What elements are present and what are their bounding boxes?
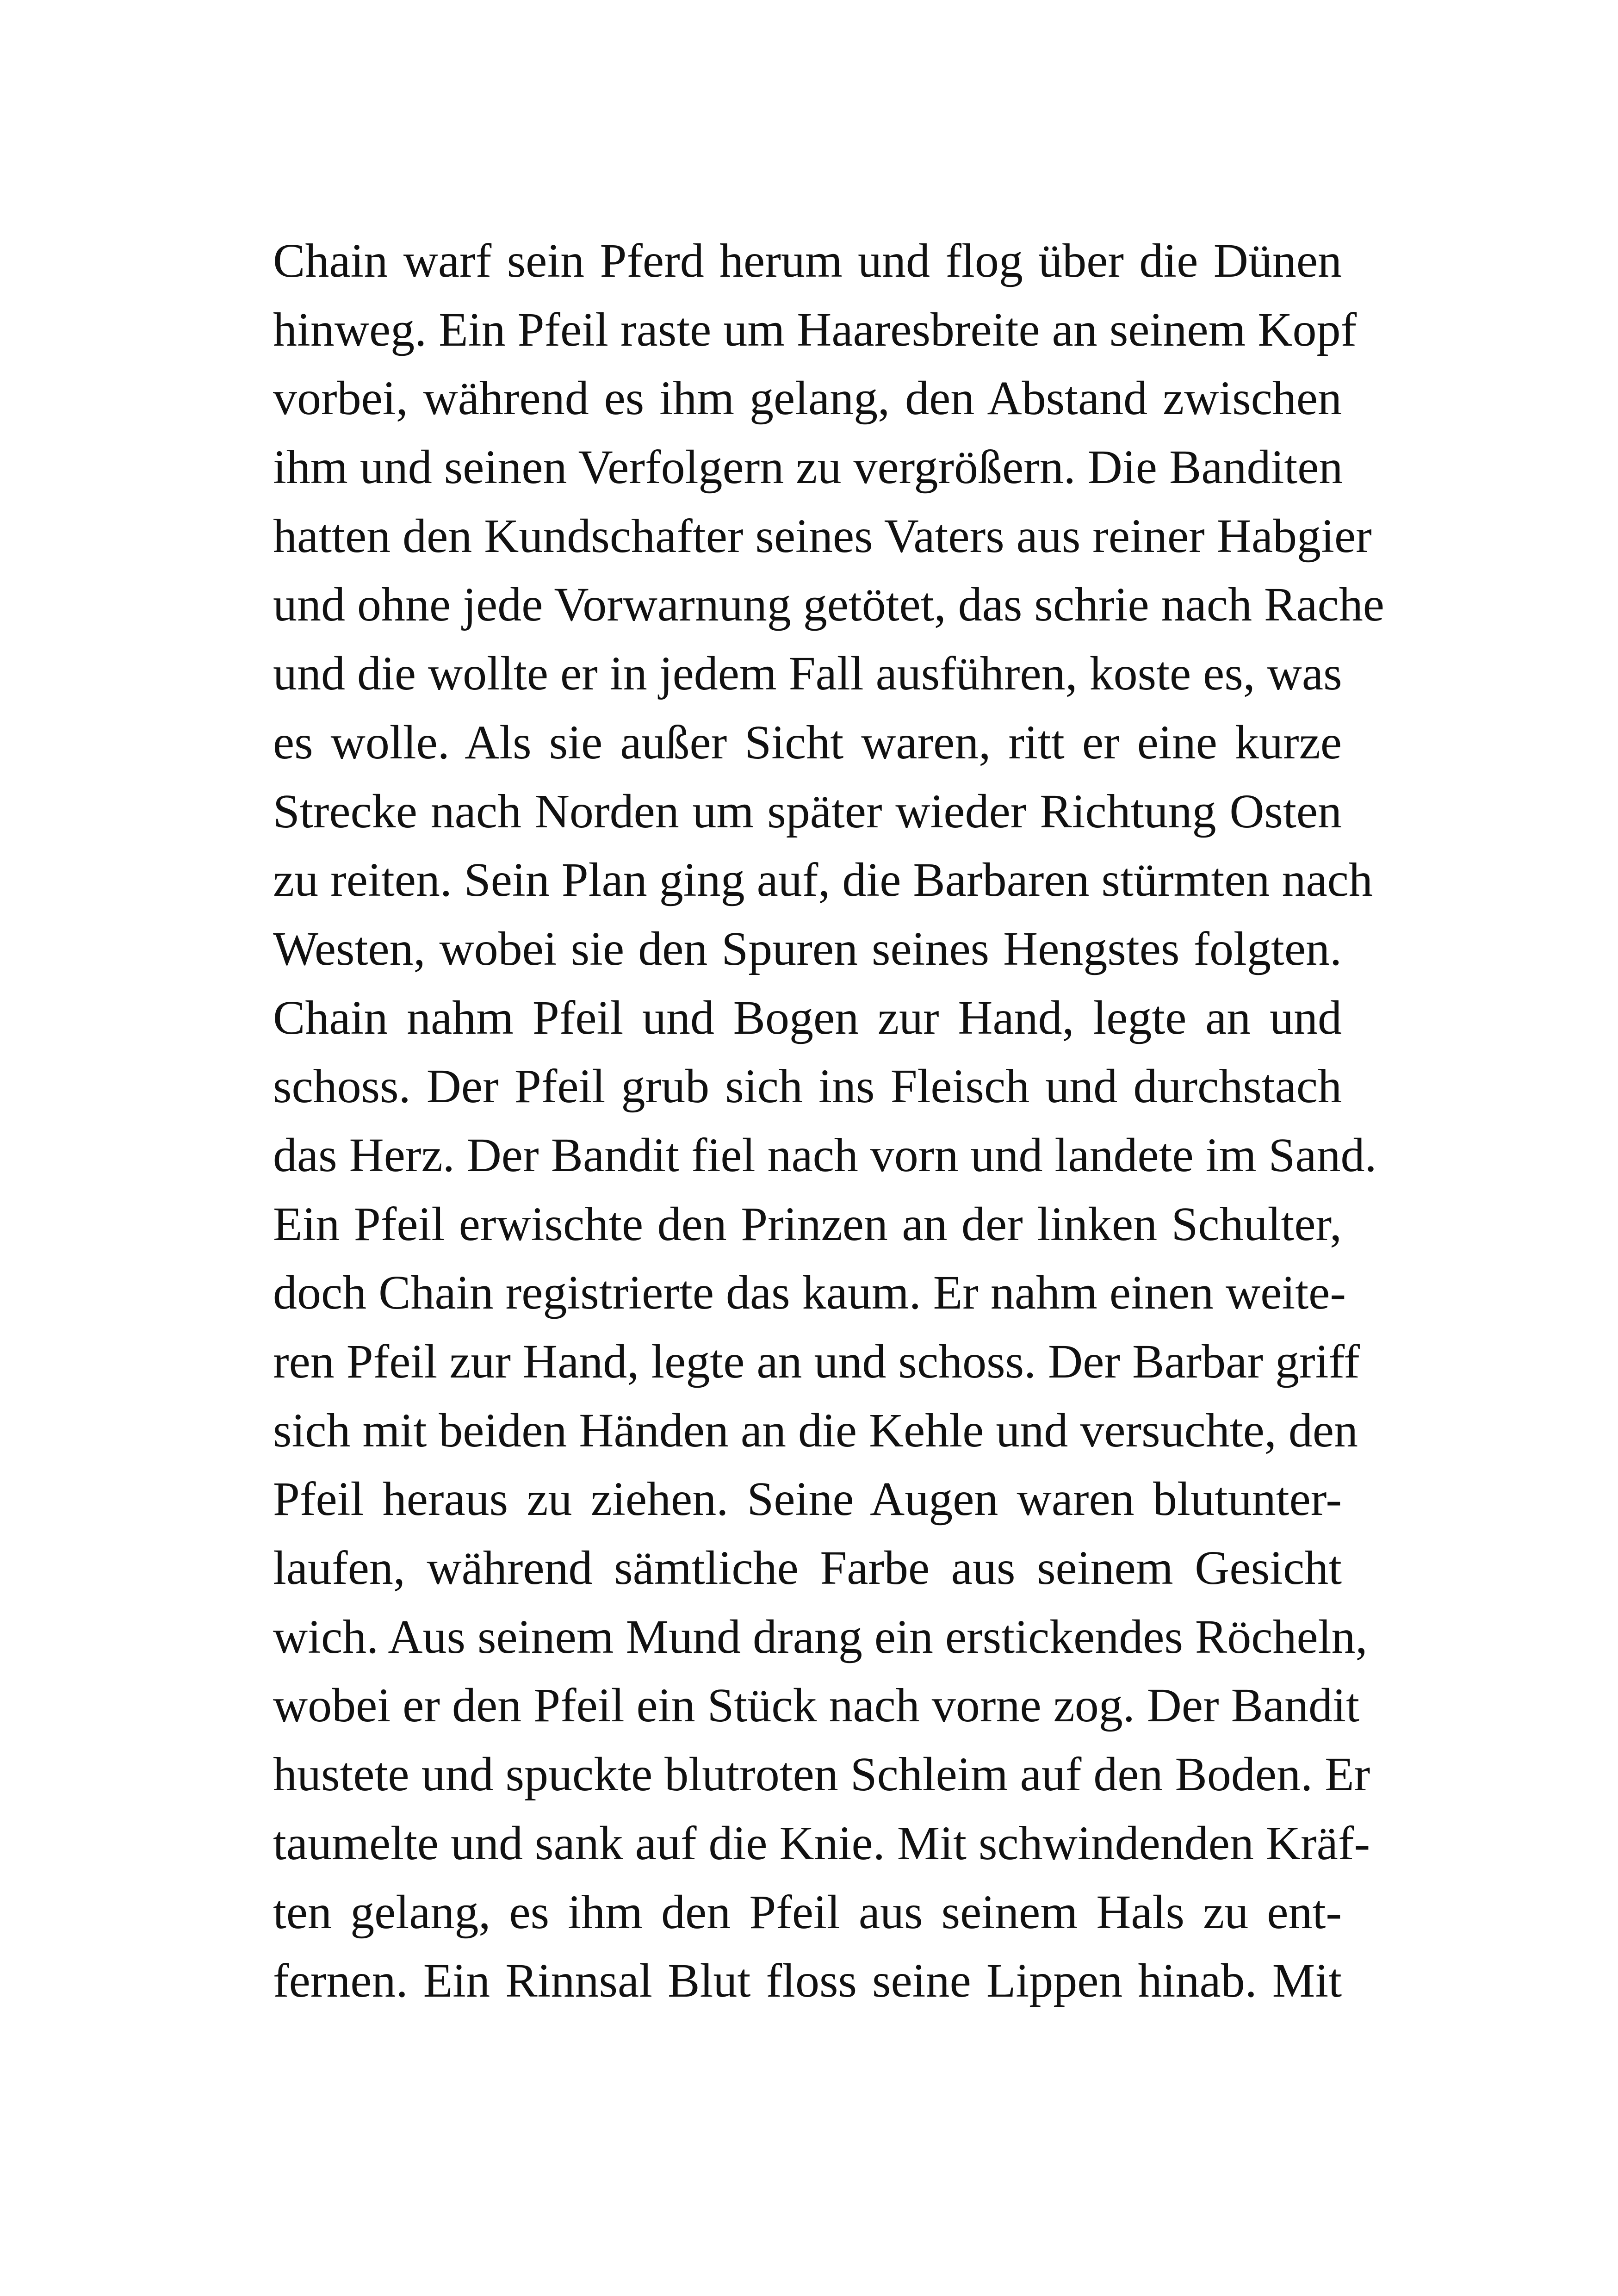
text-line: wobei er den Pfeil ein Stück nach vorne zog. Der Bandit (273, 1679, 1359, 1732)
text-line: hinweg. Ein Pfeil raste um Haaresbreite an seinem Kopf (273, 303, 1357, 356)
text-line: zu reiten. Sein Plan ging auf, die Barbaren stürmten nach (273, 853, 1373, 907)
text-line: doch Chain registrierte das kaum. Er nahm einen weite- (273, 1266, 1346, 1320)
text-line: Pfeil heraus zu ziehen. Seine Augen waren blutunter- (273, 1472, 1342, 1526)
text-line: Westen, wobei sie den Spuren seines Hengstes folgten. (273, 922, 1342, 975)
text-line: und ohne jede Vorwarnung getötet, das schrie nach Rache (273, 578, 1384, 632)
text-line: es wolle. Als sie außer Sicht waren, ritt er eine kurze (273, 715, 1342, 769)
text-line: Chain warf sein Pferd herum und flog über die Dünen (273, 234, 1342, 287)
body-text (273, 227, 1384, 2016)
text-line: hustete und spuckte blutroten Schleim auf den Boden. Er (273, 1748, 1370, 1801)
text-line: das Herz. Der Bandit fiel nach vorn und landete im Sand. (273, 1128, 1377, 1182)
text-line: ten gelang, es ihm den Pfeil aus seinem Hals zu ent- (273, 1885, 1342, 1939)
text-line: wich. Aus seinem Mund drang ein erstickendes Röcheln, (273, 1610, 1368, 1663)
text-line: hatten den Kundschafter seines Vaters aus reiner Habgier (273, 509, 1372, 563)
text-line: Strecke nach Norden um später wieder Richtung Osten (273, 784, 1342, 838)
text-line: schoss. Der Pfeil grub sich ins Fleisch und durchstach (273, 1060, 1342, 1113)
text-line: laufen, während sämtliche Farbe aus seinem Gesicht (273, 1541, 1342, 1595)
text-line: vorbei, während es ihm gelang, den Abstand zwischen (273, 372, 1342, 425)
text-line: Ein Pfeil erwischte den Prinzen an der linken Schulter, (273, 1197, 1342, 1251)
text-line: sich mit beiden Händen an die Kehle und versuchte, den (273, 1403, 1358, 1457)
text-line: fernen. Ein Rinnsal Blut floss seine Lippen hinab. Mit (273, 1954, 1342, 2008)
text-line: ihm und seinen Verfolgern zu vergrößern. Die Banditen (273, 441, 1343, 494)
text-line: taumelte und sank auf die Knie. Mit schwindenden Kräf- (273, 1816, 1370, 1870)
text-line: und die wollte er in jedem Fall ausführen, koste es, was (273, 647, 1342, 701)
text-line: Chain nahm Pfeil und Bogen zur Hand, legte an und (273, 991, 1342, 1044)
text-line: ren Pfeil zur Hand, legte an und schoss. Der Barbar griff (273, 1335, 1360, 1388)
